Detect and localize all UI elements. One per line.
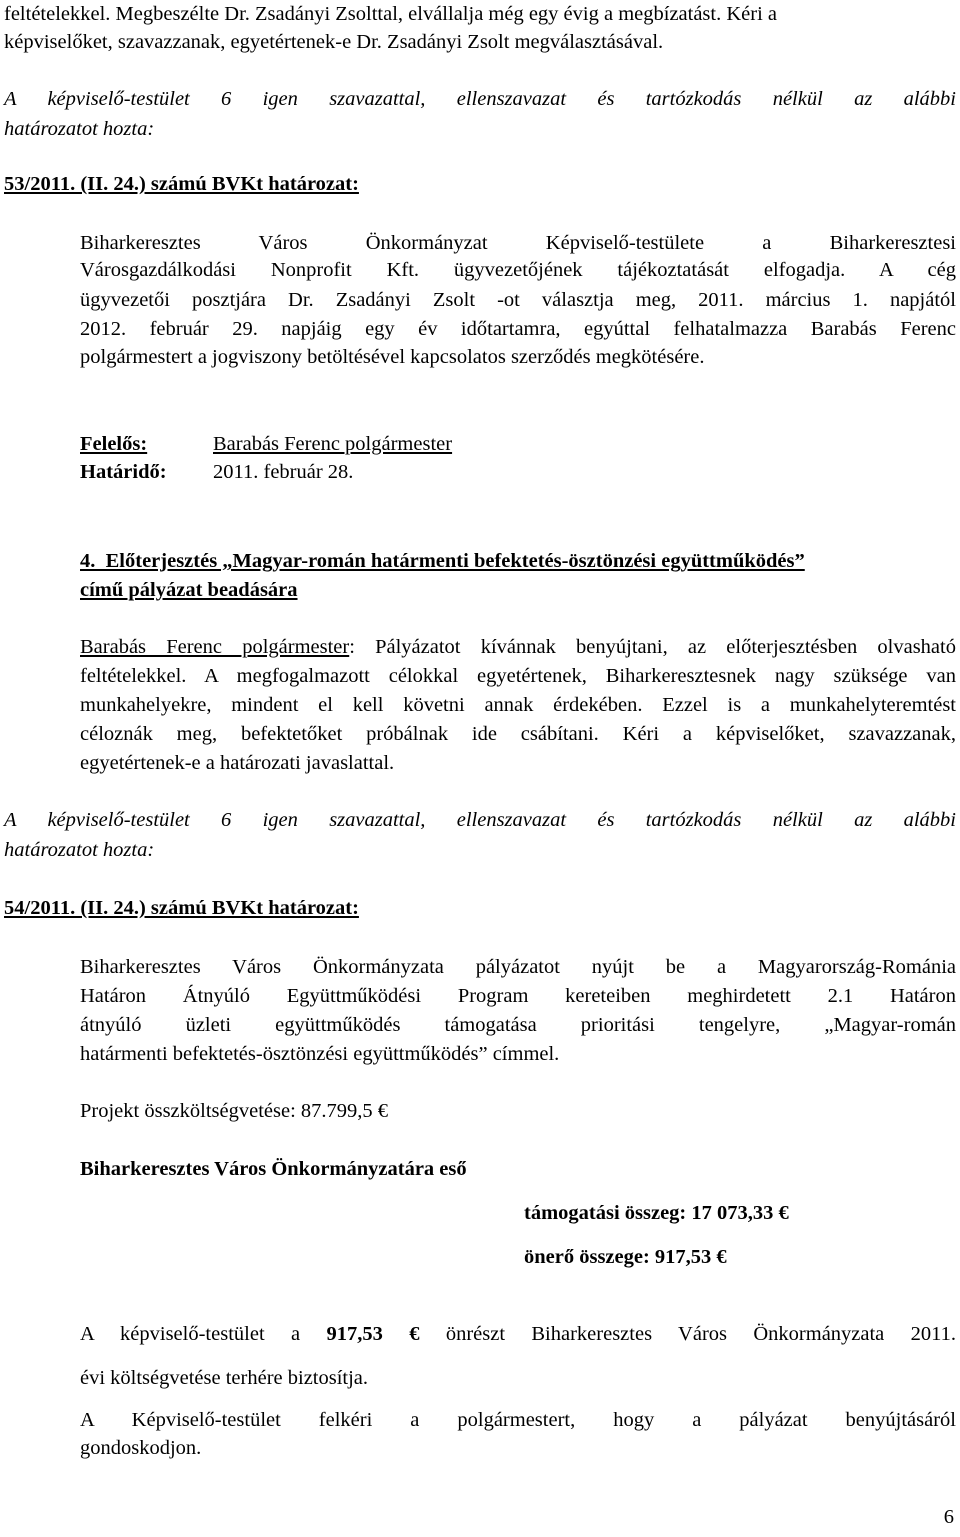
resolution-text-line: polgármestert a jogviszony betöltésével kapcsolatos szerződés megkötésére. xyxy=(80,346,705,368)
resolution-text-line: határmenti befektetés-ösztönzési együttműködés” címmel. xyxy=(80,1043,560,1065)
resolution-text-line: Határon Átnyúló Együttműködési Program kereteiben meghirdetett 2.1 Határon xyxy=(80,985,956,1007)
grant-amount: támogatási összeg: 17 073,33 € xyxy=(524,1202,789,1224)
page-number: 6 xyxy=(943,1506,954,1528)
resolution-title: 53/2011. (II. 24.) számú BVKt határozat: xyxy=(4,173,359,195)
resolution-text-line: Biharkeresztes Város Önkormányzat Képviselő-testülete a Biharkeresztesi xyxy=(80,232,956,254)
responsible-value: Barabás Ferenc polgármester xyxy=(213,433,453,455)
body-text-line: feltételekkel. A megfogalmazott célokkal egyetértenek, Biharkeresztesnek nagy szüksége van xyxy=(80,665,956,687)
vote-statement: A képviselő-testület 6 igen szavazattal, ellenszavazat és tartózkodás nélkül az alábbi xyxy=(4,809,956,831)
project-budget: Projekt összköltségvetése: 87.799,5 € xyxy=(80,1100,389,1122)
deadline-label: Határidő: xyxy=(80,461,167,483)
resolution-title: 54/2011. (II. 24.) számú BVKt határozat: xyxy=(4,897,359,919)
vote-statement: határozatot hozta: xyxy=(4,118,155,140)
municipality-share-heading: Biharkeresztes Város Önkormányzatára eső xyxy=(80,1158,467,1180)
body-text-line: egyetértenek-e a határozati javaslattal. xyxy=(80,752,395,774)
contribution-text: A képviselő-testület a xyxy=(80,1323,327,1345)
own-contribution: önerő összege: 917,53 € xyxy=(524,1246,727,1268)
body-text-line: képviselőket, szavazzanak, egyetértenek-e Dr. Zsadányi Zsolt megválasztásával. xyxy=(4,31,664,53)
body-text-line: munkahelyekre, mindent el kell követni annak érdekében. Ezzel is a munkahelyteremtést xyxy=(80,694,956,716)
deadline-value: 2011. február 28. xyxy=(213,461,354,483)
body-text-line: A Képviselő-testület felkéri a polgármestert, hogy a pályázat benyújtásáról xyxy=(80,1409,956,1431)
body-text-line: gondoskodjon. xyxy=(80,1437,202,1459)
body-text-line: évi költségvetése terhére biztosítja. xyxy=(80,1367,369,1389)
responsible-label: Felelős: xyxy=(80,433,148,455)
body-text-line: céloznák meg, befektetőket próbálnak ide csábítani. Kéri a képviselőket, szavazzanak, xyxy=(80,723,956,745)
responsible-row xyxy=(80,430,960,458)
vote-statement: A képviselő-testület 6 igen szavazattal, ellenszavazat és tartózkodás nélkül az alábbi xyxy=(4,88,956,110)
deadline-row xyxy=(80,458,960,486)
speaker-text: : Pályázatot kívánnak benyújtani, az előterjesztésben olvasható xyxy=(349,636,956,658)
resolution-text-line: ügyvezetői posztjára Dr. Zsadányi Zsolt -ot választja meg, 2011. március 1. napjától xyxy=(80,289,956,311)
body-text-line: feltételekkel. Megbeszélte Dr. Zsadányi Zsolttal, elvállalja még egy évig a megbízatást. Kéri a xyxy=(4,3,778,25)
agenda-item-heading: című pályázat beadására xyxy=(80,579,298,601)
resolution-text-line: Városgazdálkodási Nonprofit Kft. ügyvezetőjének tájékoztatását elfogadja. A cég xyxy=(80,259,956,281)
contribution-amount: 917,53 € xyxy=(326,1323,420,1345)
speaker-line xyxy=(80,633,956,661)
vote-statement: határozatot hozta: xyxy=(4,839,155,861)
resolution-text-line: Biharkeresztes Város Önkormányzata pályázatot nyújt be a Magyarország-Románia xyxy=(80,956,956,978)
resolution-text-line: átnyúló üzleti együttműködés támogatása prioritási tengelyre, „Magyar-román xyxy=(80,1014,956,1036)
speaker-name: Barabás Ferenc polgármester xyxy=(80,636,350,658)
resolution-text-line: 2012. február 29. napjáig egy év időtartamra, egyúttal felhatalmazza Barabás Ferenc xyxy=(80,318,956,340)
agenda-item-heading: 4. Előterjesztés „Magyar-román határmenti befektetés-ösztönzési együttműködés” xyxy=(80,550,805,572)
contribution-line xyxy=(80,1320,956,1348)
contribution-text: önrészt Biharkeresztes Város Önkormányzata 2011. xyxy=(419,1323,957,1345)
